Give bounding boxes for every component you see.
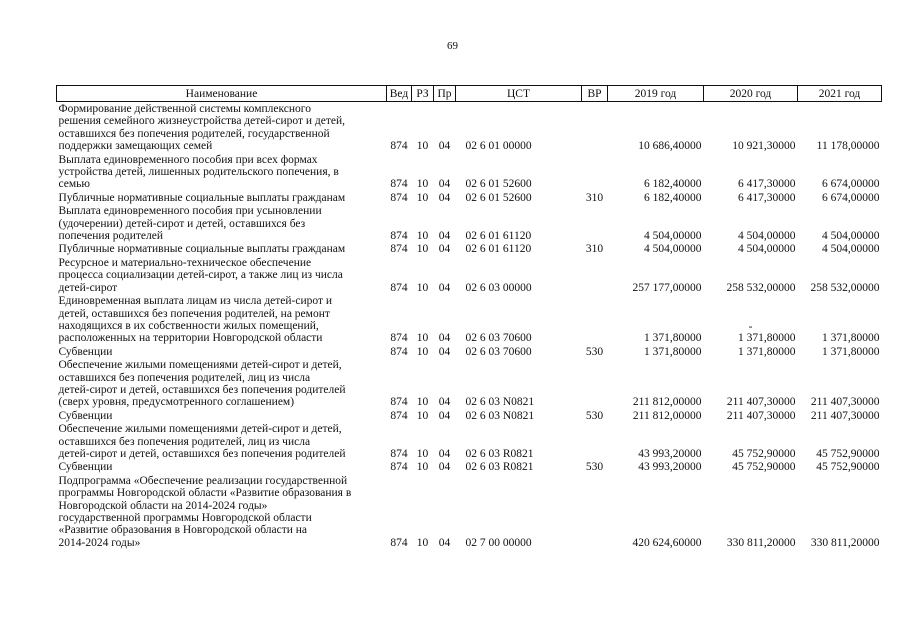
cell-2021: 45 752,90000 — [816, 447, 880, 460]
cell-rz: 10 — [416, 345, 429, 358]
cell-name: Выплата единовременного пособия при усыновлении (удочерении) детей-сирот и детей, оставшихся без попечения родителей — [58, 205, 322, 243]
table-row — [57, 153, 882, 191]
cell-cst: 02 6 03 N0821 — [465, 409, 535, 422]
cell-2020: 4 504,00000 — [738, 230, 796, 243]
cell-rz: 10 — [416, 447, 429, 460]
cell-ved: 874 — [390, 461, 408, 474]
header-name: Наименование — [57, 86, 387, 102]
cell-vr: 310 — [585, 191, 604, 204]
header-vr: ВР — [582, 86, 608, 102]
cell-ved: 874 — [390, 447, 408, 460]
cell-pr: 04 — [438, 178, 451, 191]
cell-rz: 10 — [416, 409, 429, 422]
cell-vr — [582, 422, 608, 460]
cell-2021: 11 178,00000 — [816, 140, 880, 153]
cell-2019: 4 504,00000 — [644, 230, 702, 243]
cell-2021: 4 504,00000 — [822, 230, 880, 243]
cell-2019: 257 177,00000 — [632, 281, 702, 294]
cell-2021: 6 674,00000 — [822, 191, 880, 204]
cell-ved: 874 — [390, 230, 408, 243]
cell-2019: 1 371,80000 — [644, 345, 702, 358]
cell-cst: 02 6 03 N0821 — [465, 396, 535, 409]
cell-cst: 02 6 03 70600 — [465, 345, 532, 358]
table-row — [57, 422, 882, 460]
cell-vr — [582, 153, 608, 191]
cell-vr — [582, 102, 608, 153]
header-2019: 2019 год — [608, 86, 704, 102]
table-row — [57, 102, 882, 153]
cell-ved: 874 — [390, 178, 408, 191]
cell-2020: 330 811,20000 — [726, 536, 796, 549]
cell-pr: 04 — [438, 191, 451, 204]
cell-name: Субвенции — [58, 345, 113, 358]
cell-2019: 211 812,00000 — [632, 396, 702, 409]
cell-2019: 4 504,00000 — [644, 243, 702, 256]
header-ved: Вед — [387, 86, 412, 102]
cell-2021: 6 674,00000 — [822, 178, 880, 191]
cell-rz: 10 — [416, 140, 429, 153]
cell-vr: 530 — [585, 345, 604, 358]
table-row — [57, 242, 882, 255]
cell-name: Выплата единовременного пособия при всех формах устройства детей, лишенных родительского попечения, в семью — [58, 153, 339, 191]
table-row — [57, 294, 882, 345]
cell-pr: 04 — [438, 536, 451, 549]
cell-2021: 330 811,20000 — [810, 536, 880, 549]
cell-name: Публичные нормативные социальные выплаты гражданам — [58, 243, 346, 256]
cell-2019: 211 812,00000 — [632, 409, 702, 422]
page-number: 69 — [447, 40, 458, 52]
cell-2021: 258 532,00000 — [810, 281, 880, 294]
cell-2019: 43 993,20000 — [638, 447, 702, 460]
cell-ved: 874 — [390, 345, 408, 358]
cell-ved: 874 — [390, 243, 408, 256]
cell-ved: 874 — [390, 140, 408, 153]
cell-2021: 1 371,80000 — [822, 332, 880, 345]
cell-cst: 02 6 01 61120 — [465, 243, 532, 256]
cell-cst: 02 6 01 00000 — [465, 140, 532, 153]
cell-cst: 02 6 03 00000 — [465, 281, 532, 294]
cell-pr: 04 — [438, 345, 451, 358]
budget-table — [56, 85, 882, 549]
cell-vr: 310 — [585, 243, 604, 256]
cell-cst: 02 7 00 00000 — [465, 536, 532, 549]
cell-2020: 6 417,30000 — [738, 178, 796, 191]
header-2020: 2020 год — [704, 86, 798, 102]
header-cst: ЦСТ — [456, 86, 582, 102]
cell-2019: 6 182,40000 — [644, 178, 702, 191]
cell-rz: 10 — [416, 243, 429, 256]
cell-2020 — [704, 294, 798, 345]
cell-ved: 874 — [390, 332, 408, 345]
cell-2020: 211 407,30000 — [726, 396, 796, 409]
table-row — [57, 409, 882, 422]
table-header — [57, 86, 882, 102]
cell-vr — [582, 204, 608, 242]
cell-vr: 530 — [585, 409, 604, 422]
cell-2021: 211 407,30000 — [810, 396, 880, 409]
cell-2020: 4 504,00000 — [738, 243, 796, 256]
cell-rz: 10 — [416, 230, 429, 243]
cell-2021: 211 407,30000 — [810, 409, 880, 422]
cell-pr: 04 — [438, 140, 451, 153]
table-row — [57, 358, 882, 409]
cell-pr: 04 — [438, 230, 451, 243]
cell-rz: 10 — [416, 536, 429, 549]
table-row — [57, 256, 882, 294]
table-row — [57, 204, 882, 242]
cell-name: Обеспечение жилыми помещениями детей-сирот и детей, оставшихся без попечения родителей, лиц из числа детей-сирот и детей, оставшихся без попечения родителей — [58, 423, 346, 460]
header-rz: РЗ — [412, 86, 434, 102]
cell-name: Субвенции — [58, 409, 113, 422]
header-pr: Пр — [434, 86, 456, 102]
cell-2020: 1 371,80000 — [738, 345, 796, 358]
cell-ved: 874 — [390, 409, 408, 422]
table-row — [57, 191, 882, 204]
cell-rz: 10 — [416, 396, 429, 409]
cell-2021: 1 371,80000 — [822, 345, 880, 358]
cell-ved: 874 — [390, 536, 408, 549]
cell-cst: 02 6 03 R0821 — [465, 447, 534, 460]
cell-ved: 874 — [390, 191, 408, 204]
cell-vr — [582, 256, 608, 294]
cell-rz: 10 — [416, 461, 429, 474]
cell-rz: 10 — [416, 332, 429, 345]
table-body — [57, 102, 882, 550]
cell-rz: 10 — [416, 281, 429, 294]
cell-pr: 04 — [438, 409, 451, 422]
cell-cst: 02 6 03 R0821 — [465, 461, 534, 474]
cell-rz: 10 — [416, 191, 429, 204]
table-row — [57, 474, 882, 549]
table-row — [57, 345, 882, 358]
cell-ved: 874 — [390, 396, 408, 409]
cell-2020: 211 407,30000 — [726, 409, 796, 422]
cell-pr: 04 — [438, 281, 451, 294]
cell-vr — [582, 474, 608, 549]
cell-name: Субвенции — [58, 461, 113, 474]
cell-2020: 10 921,30000 — [732, 140, 796, 153]
cell-vr — [582, 294, 608, 345]
cell-vr — [582, 358, 608, 409]
cell-2020: 258 532,00000 — [726, 281, 796, 294]
cell-ved: 874 — [390, 281, 408, 294]
cell-2019: 10 686,40000 — [638, 140, 702, 153]
cell-pr: 04 — [438, 461, 451, 474]
cell-cst: 02 6 01 52600 — [465, 191, 532, 204]
value-2020: 1 371,80000 — [738, 332, 796, 345]
cell-2020: 45 752,90000 — [732, 447, 796, 460]
cell-name: Публичные нормативные социальные выплаты гражданам — [58, 191, 346, 204]
cell-name: Подпрограмма «Обеспечение реализации государственной программы Новгородской области «Развитие образования в Новгородской области на 2014-2024 годы» государственной программы Новгородской области «Развитие образования в Новгородской области на 2014-2024 годы» — [58, 474, 352, 549]
cell-2020: 6 417,30000 — [738, 191, 796, 204]
cell-name: Формирование действенной системы комплексного решения семейного жизнеустройства детей-сирот и детей, оставшихся без попечения родителей, государственной поддержки замещающих семей — [58, 103, 346, 153]
cell-name: Ресурсное и материально-техническое обеспечение процесса социализации детей-сирот, а также лиц из числа детей-сирот — [58, 256, 343, 294]
cell-cst: 02 6 01 52600 — [465, 178, 532, 191]
cell-pr: 04 — [438, 447, 451, 460]
cell-name: Единовременная выплата лицам из числа детей-сирот и детей, оставшихся без попечения родителей, на ремонт находящихся в их собственности жилых помещений, расположенных на территории Новгородской области — [58, 295, 333, 345]
cell-pr: 04 — [438, 396, 451, 409]
cell-cst: 02 6 03 70600 — [465, 332, 532, 345]
cell-2020: 45 752,90000 — [732, 461, 796, 474]
cell-cst: 02 6 01 61120 — [465, 230, 532, 243]
header-2021: 2021 год — [798, 86, 882, 102]
cell-2021: 4 504,00000 — [822, 243, 880, 256]
table-row — [57, 460, 882, 473]
cell-name: Обеспечение жилыми помещениями детей-сирот и детей, оставшихся без попечения родителей, лиц из числа детей-сирот и детей, оставшихся без попечения родителей (сверх уровня, предусмотренного соглашением) — [58, 359, 346, 409]
mark-2020: - — [748, 321, 753, 334]
cell-2019: 43 993,20000 — [638, 461, 702, 474]
cell-2019: 6 182,40000 — [644, 191, 702, 204]
cell-2019: 420 624,60000 — [632, 536, 702, 549]
cell-2019: 1 371,80000 — [644, 332, 702, 345]
cell-vr: 530 — [585, 461, 604, 474]
cell-2021: 45 752,90000 — [816, 461, 880, 474]
cell-rz: 10 — [416, 178, 429, 191]
cell-pr: 04 — [438, 332, 451, 345]
cell-pr: 04 — [438, 243, 451, 256]
